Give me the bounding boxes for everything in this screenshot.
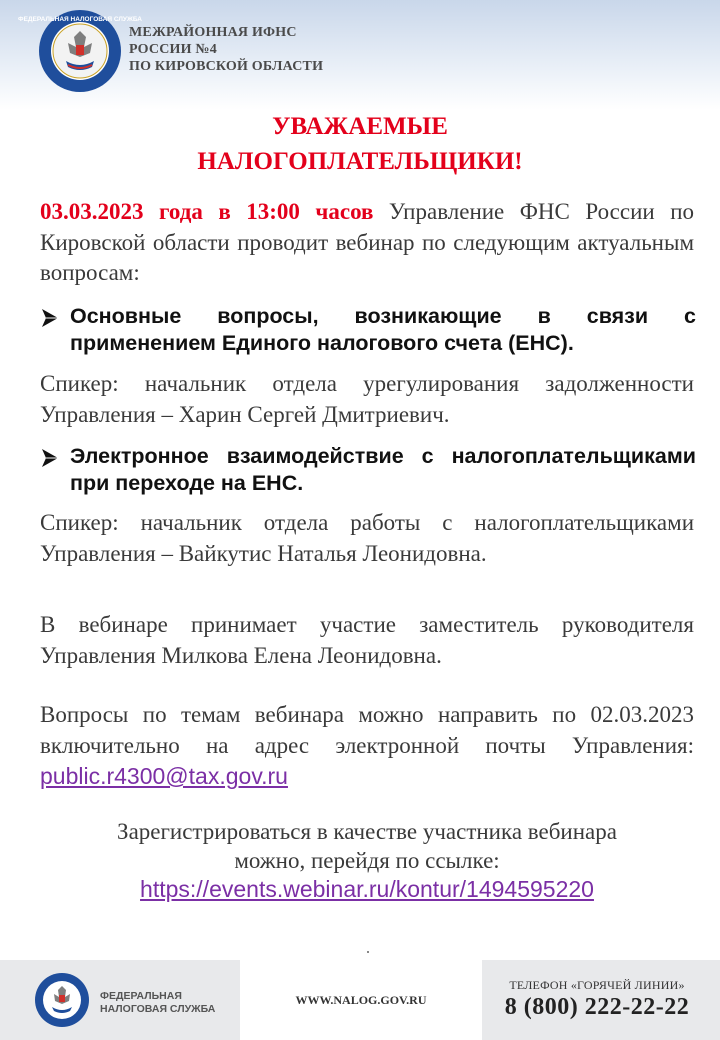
footer-service-name: [100, 990, 215, 1016]
org-name-line3: ПО КИРОВСКОЙ ОБЛАСТИ: [129, 59, 324, 74]
headline-line1: УВАЖАЕМЫЕ: [272, 113, 448, 140]
footer-service-line1: ФЕДЕРАЛЬНАЯ: [100, 990, 182, 1002]
topic-title-2: Электронное взаимодействие с налогоплательщиками при переходе на ЕНС.: [70, 444, 696, 495]
intro-paragraph: [40, 197, 694, 289]
org-name-line1: МЕЖРАЙОННАЯ ИФНС: [129, 25, 297, 40]
footer-website-link[interactable]: WWW.NALOG.GOV.RU: [240, 960, 482, 1040]
participant-paragraph: В вебинаре принимает участие заместитель руководителя Управления Милкова Елена Леонидовна.: [40, 612, 694, 668]
email-link[interactable]: public.r4300@tax.gov.ru: [40, 763, 288, 789]
org-name: [129, 24, 323, 75]
questions-text: Вопросы по темам вебинара можно направить по 02.03.2023 включительно на адрес электронной почты Управления:: [40, 702, 694, 758]
headline-line2: НАЛОГОПЛАТЕЛЬЩИКИ!: [197, 148, 523, 175]
footer: [0, 960, 720, 1040]
questions-paragraph: [40, 700, 694, 793]
topic-item-1: [40, 303, 696, 357]
arrow-bullet-icon: [40, 446, 62, 470]
registration-link-row: [40, 875, 694, 904]
registration-line1: Зарегистрироваться в качестве участника вебинара: [117, 819, 617, 844]
org-name-line2: РОССИИ №4: [129, 42, 217, 57]
footer-service-line2: НАЛОГОВАЯ СЛУЖБА: [100, 1003, 216, 1015]
fns-emblem-icon: [18, 9, 142, 93]
webinar-date-time: 03.03.2023 года в 13:00 часов: [40, 199, 374, 224]
topic-speaker-2: Спикер: начальник отдела работы с налогоплательщиками Управления – Вайкутис Наталья Леонидовна.: [40, 510, 694, 566]
fns-emblem-icon: [34, 972, 90, 1028]
emblem-ring-text: ФЕДЕРАЛЬНАЯ НАЛОГОВАЯ СЛУЖБА: [18, 16, 142, 23]
topic-speaker-1: Спикер: начальник отдела урегулирования задолженности Управления – Харин Сергей Дмитриевич.: [40, 371, 694, 427]
registration-link[interactable]: https://events.webinar.ru/kontur/1494595220: [140, 876, 594, 902]
topic-title-1: Основные вопросы, возникающие в связи с применением Единого налогового счета (ЕНС).: [70, 304, 696, 355]
arrow-bullet-icon: [40, 306, 62, 330]
topic-item-2: [40, 443, 696, 497]
footer-hotline-label: ТЕЛЕФОН «ГОРЯЧЕЙ ЛИНИИ»: [509, 978, 685, 992]
intro-text: Управление ФНС России по Кировской области проводит вебинар по следующим актуальным вопросам:: [40, 199, 695, 285]
registration-line2: можно, перейдя по ссылке:: [234, 848, 500, 873]
footer-hotline-phone[interactable]: 8 (800) 222-22-22: [504, 994, 690, 1020]
divider-dot: [367, 951, 369, 953]
